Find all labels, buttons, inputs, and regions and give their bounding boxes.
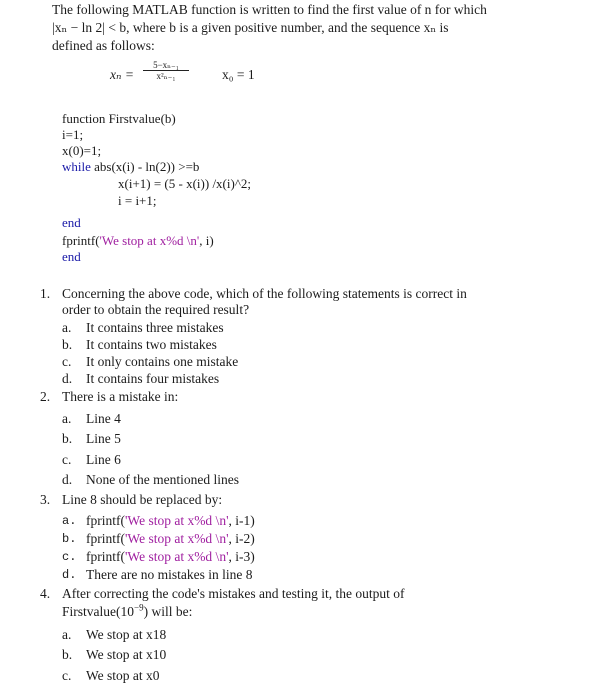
q3-a-string: 'We stop at x%d \n' <box>124 513 229 528</box>
question-1-text: Concerning the above code, which of the following statements is correct in <box>62 286 467 301</box>
code-fprintf-args: , i) <box>199 233 214 248</box>
q3-option-d-letter[interactable]: d. <box>62 568 77 582</box>
question-1-text-2: order to obtain the required result? <box>62 302 250 317</box>
formula-numerator: 5−xₙ₋₁ <box>153 60 179 70</box>
q3-b-fprintf: fprintf( <box>86 531 125 546</box>
intro-line-1: The following MATLAB function is written to find the first value of n for which <box>52 2 487 17</box>
code-while-condition: abs(x(i) - ln(2)) >=b <box>90 159 200 174</box>
code-line-1: function Firstvalue(b) <box>62 111 176 126</box>
q1-option-d-letter[interactable]: d. <box>62 371 73 386</box>
q4-option-b-letter[interactable]: b. <box>62 647 73 662</box>
q3-b-args: , i-2) <box>228 531 255 546</box>
q2-option-b-letter[interactable]: b. <box>62 431 73 446</box>
q4-call: Firstvalue(10 <box>62 604 134 619</box>
q2-option-d[interactable]: None of the mentioned lines <box>86 472 239 487</box>
q4-option-b[interactable]: We stop at x10 <box>86 647 167 662</box>
q3-option-c-letter[interactable]: c. <box>62 550 77 564</box>
q3-a-fprintf: fprintf( <box>86 513 125 528</box>
q1-option-d[interactable]: It contains four mistakes <box>86 371 220 386</box>
question-2-text: There is a mistake in: <box>62 389 179 404</box>
code-line-5: x(i+1) = (5 - x(i)) /x(i)^2; <box>118 176 252 191</box>
q1-option-a[interactable]: It contains three mistakes <box>86 320 224 335</box>
q3-c-string: 'We stop at x%d \n' <box>124 549 229 564</box>
q3-b-string: 'We stop at x%d \n' <box>124 531 229 546</box>
q4-call-end: ) will be: <box>143 604 193 619</box>
question-1-number: 1. <box>40 286 51 301</box>
q3-option-d[interactable]: There are no mistakes in line 8 <box>86 567 253 582</box>
q1-option-b-letter[interactable]: b. <box>62 337 73 352</box>
code-line-9: end <box>62 249 81 264</box>
q3-a-args: , i-1) <box>228 513 255 528</box>
q2-option-d-letter[interactable]: d. <box>62 472 73 487</box>
code-string: 'We stop at x%d \n' <box>99 233 200 248</box>
q3-option-c[interactable] <box>86 549 255 565</box>
code-line-8 <box>62 233 214 249</box>
code-line-4 <box>62 159 199 175</box>
code-line-6: i = i+1; <box>118 193 157 208</box>
q3-option-a-letter[interactable]: a. <box>62 514 77 528</box>
q3-option-a[interactable] <box>86 513 255 529</box>
q1-option-b[interactable]: It contains two mistakes <box>86 337 217 352</box>
q3-option-b-letter[interactable]: b. <box>62 532 77 546</box>
q4-option-a-letter[interactable]: a. <box>62 627 72 642</box>
q1-option-c[interactable]: It only contains one mistake <box>86 354 239 369</box>
q2-option-c[interactable]: Line 6 <box>86 452 121 467</box>
q1-option-c-letter[interactable]: c. <box>62 354 72 369</box>
code-fprintf: fprintf( <box>62 233 100 248</box>
code-line-2: i=1; <box>62 127 84 142</box>
q4-option-a[interactable]: We stop at x18 <box>86 627 167 642</box>
question-2-number: 2. <box>40 389 51 404</box>
q4-option-c[interactable]: We stop at x0 <box>86 668 160 683</box>
question-3-number: 3. <box>40 492 51 507</box>
q2-option-a-letter[interactable]: a. <box>62 411 72 426</box>
question-4-text-2 <box>62 604 192 620</box>
q1-option-a-letter[interactable]: a. <box>62 320 72 335</box>
question-3-text: Line 8 should be replaced by: <box>62 492 223 507</box>
formula-denominator: x²ₙ₋₁ <box>143 70 189 81</box>
intro-line-3: defined as follows: <box>52 38 155 53</box>
code-line-7: end <box>62 215 81 230</box>
q3-option-b[interactable] <box>86 531 255 547</box>
formula-lhs: xₙ = <box>110 67 134 82</box>
q2-option-b[interactable]: Line 5 <box>86 431 121 446</box>
formula-fraction <box>143 60 189 81</box>
question-4-number: 4. <box>40 586 51 601</box>
q3-c-fprintf: fprintf( <box>86 549 125 564</box>
formula-initial: x₀ = 1 <box>222 67 255 82</box>
q2-option-c-letter[interactable]: c. <box>62 452 72 467</box>
intro-line-2: |xₙ − ln 2| < b, where b is a given positive number, and the sequence xₙ is <box>52 20 449 35</box>
q2-option-a[interactable]: Line 4 <box>86 411 121 426</box>
q4-option-c-letter[interactable]: c. <box>62 668 72 683</box>
code-line-3: x(0)=1; <box>62 143 102 158</box>
q4-exponent: −9 <box>134 602 144 613</box>
q3-c-args: , i-3) <box>228 549 255 564</box>
question-4-text: After correcting the code's mistakes and testing it, the output of <box>62 586 405 601</box>
code-keyword-while: while <box>62 159 91 174</box>
